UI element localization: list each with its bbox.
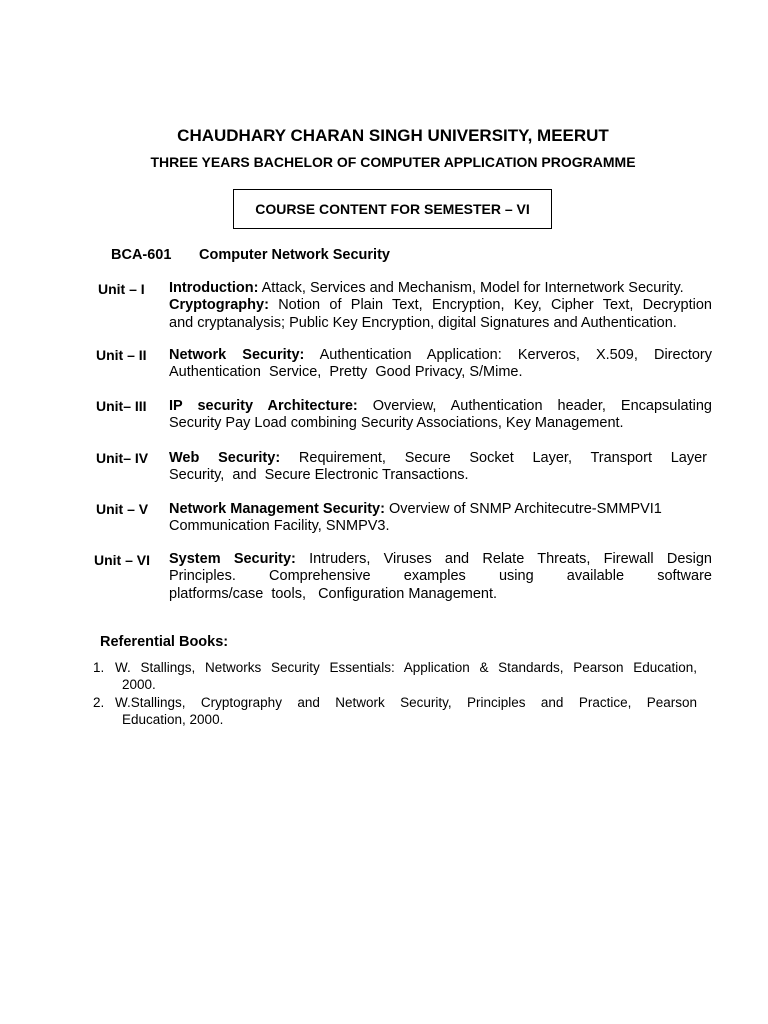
references-list bbox=[93, 659, 697, 728]
unit-content bbox=[169, 398, 712, 433]
topic-heading: Network Management Security: bbox=[169, 501, 385, 517]
unit-line bbox=[169, 450, 707, 467]
reference-text-cont: Education, 2000. bbox=[122, 711, 224, 727]
topic-heading: System Security: bbox=[169, 551, 296, 567]
reference-number: 2. bbox=[93, 694, 105, 710]
unit-label: Unit – II bbox=[96, 347, 147, 363]
unit-line bbox=[169, 518, 712, 535]
reference-text-cont: 2000. bbox=[122, 677, 156, 693]
unit-content bbox=[169, 280, 712, 332]
semester-heading-box: COURSE CONTENT FOR SEMESTER – VI bbox=[233, 189, 552, 229]
course-heading bbox=[111, 247, 390, 263]
unit-label: Unit– IV bbox=[96, 450, 149, 466]
unit-line bbox=[169, 280, 712, 297]
unit-line bbox=[169, 347, 712, 364]
unit-content bbox=[169, 450, 707, 485]
topic-text: Attack, Services and Mechanism, Model for Internetwork Security. bbox=[258, 280, 684, 296]
unit-line bbox=[169, 501, 712, 518]
topic-text: Overview, Authentication header, Encapsulating bbox=[357, 398, 712, 414]
unit-content bbox=[169, 347, 712, 382]
course-code: BCA-601 bbox=[111, 247, 172, 263]
programme-title: THREE YEARS BACHELOR OF COMPUTER APPLICATION PROGRAMME bbox=[150, 154, 636, 170]
topic-text: platforms/case tools, Configuration Management. bbox=[169, 585, 498, 602]
topic-heading: IP security Architecture: bbox=[169, 398, 358, 414]
unit-label: Unit – V bbox=[96, 501, 149, 517]
topic-text: Authentication Service, Pretty Good Privacy, S/Mime. bbox=[169, 364, 523, 381]
topic-heading: Web Security: bbox=[169, 450, 281, 466]
unit-line bbox=[169, 415, 712, 432]
topic-heading: Introduction: bbox=[169, 280, 259, 296]
topic-text: Requirement, Secure Socket Layer, Transport Layer bbox=[280, 450, 707, 466]
topic-text: Overview of SNMP Architecutre-SMMPVI1 bbox=[384, 501, 662, 517]
reference-number: 1. bbox=[93, 660, 105, 675]
topic-heading: Cryptography: bbox=[169, 297, 269, 314]
topic-text: Authentication Application: Kerveros, X.509, Directory bbox=[304, 347, 712, 363]
reference-item bbox=[93, 694, 697, 729]
topic-text: Security, and Secure Electronic Transactions. bbox=[169, 467, 469, 484]
topic-text: Intruders, Viruses and Relate Threats, Firewall Design bbox=[295, 551, 712, 567]
unit-line bbox=[169, 467, 707, 484]
unit-label: Unit – I bbox=[98, 281, 145, 297]
unit-label: Unit – VI bbox=[94, 552, 151, 568]
topic-text: Principles. Comprehensive examples using available software bbox=[169, 568, 712, 585]
reference-text: W.Stallings, Cryptography and Network Security, Principles and Practice, Pearson bbox=[115, 694, 697, 710]
unit-line bbox=[169, 364, 712, 381]
university-title: CHAUDHARY CHARAN SINGH UNIVERSITY, MEERUT bbox=[177, 126, 609, 145]
topic-text: and cryptanalysis; Public Key Encryption, digital Signatures and Authentication. bbox=[169, 314, 677, 331]
topic-text: Notion of Plain Text, Encryption, Key, Cipher Text, Decryption bbox=[268, 297, 712, 314]
topic-text: Security Pay Load combining Security Associations, Key Management. bbox=[169, 415, 624, 432]
unit-line bbox=[169, 586, 712, 603]
unit-content bbox=[169, 501, 712, 536]
unit-line bbox=[169, 315, 712, 332]
unit-content bbox=[169, 551, 712, 603]
topic-heading: Network Security: bbox=[169, 347, 305, 363]
references-title: Referential Books: bbox=[100, 634, 229, 650]
reference-item bbox=[93, 659, 697, 694]
course-title: Computer Network Security bbox=[199, 247, 390, 263]
unit-line bbox=[169, 551, 712, 568]
unit-line bbox=[169, 297, 712, 314]
reference-text: W. Stallings, Networks Security Essentials: Application & Standards, Pearson Education, bbox=[115, 660, 697, 675]
unit-line bbox=[169, 568, 712, 585]
unit-label: Unit– III bbox=[96, 398, 147, 414]
topic-text: Communication Facility, SNMPV3. bbox=[169, 518, 390, 535]
unit-line bbox=[169, 398, 712, 415]
